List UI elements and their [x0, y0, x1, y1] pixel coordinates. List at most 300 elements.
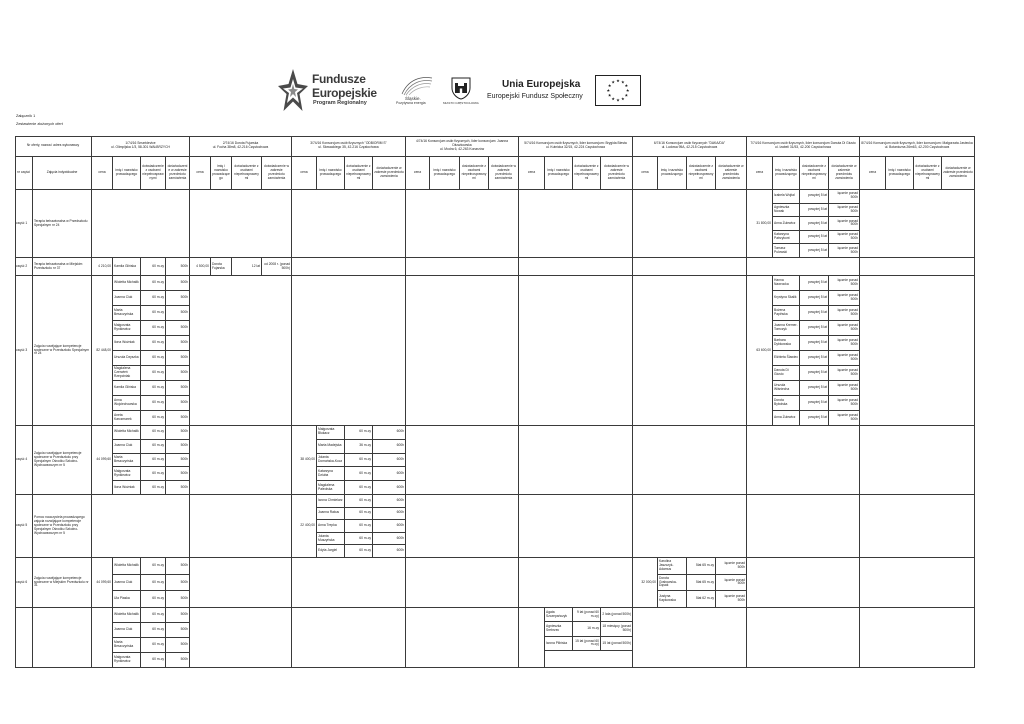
part-description: Pomoc nauczyciela prowadzącego zajęcia rozwijające kompetencje społeczne w Przedszkolu przy Specjalnym Ośrodku Szkolno-Wychowawczym nr 5 [34, 515, 85, 535]
column-header-cell [886, 157, 914, 190]
bid-price-cell [92, 426, 113, 495]
experience-subject-cell [166, 481, 190, 495]
experience-disabled-cell [141, 426, 166, 440]
instructor-name-cell [317, 426, 345, 440]
instructor-name: Małgorzata Rynkiewicz [114, 323, 131, 331]
empty-cell [747, 495, 860, 558]
instructor-name: Katarzyna Patrzykont [774, 232, 790, 241]
empty-cell [860, 495, 975, 558]
experience-disabled: 60 m-cy [359, 457, 371, 462]
instructor-name: Bożena Papińska [774, 308, 788, 316]
offer-number-header-cell [15, 136, 92, 157]
experience-disabled: 15 lat (ponad 60 m-cy) [575, 638, 599, 647]
experience-disabled-cell [800, 381, 829, 396]
instructor-name: Ula Piaska [114, 596, 130, 601]
offer-title: 7/74/16 Konsorcjum osób fizycznych, lider konsorcjum Danuta Di Giusto [750, 141, 856, 146]
instructor-name: Karolina Jaszczyk-Adamus [659, 558, 674, 571]
experience-subject-cell [829, 336, 860, 351]
experience-disabled-cell [800, 366, 829, 381]
eu-star-icon [616, 79, 619, 82]
instructor-name: Joanna Ciuk [114, 579, 133, 584]
instructor-name-cell [773, 366, 800, 381]
experience-disabled: 60 m-cy [152, 370, 164, 375]
instructor-name-cell [773, 204, 800, 218]
experience-disabled: 60 m-cy [152, 340, 164, 345]
experience-disabled: 36 m-cy [359, 443, 371, 448]
experience-disabled: 60 m-cy [152, 325, 164, 330]
instructor-name: Iwona Chmielarz [318, 497, 343, 502]
empty-cell [633, 426, 747, 495]
column-header: doświadczenie z osobami niepełnosprawnymi [461, 164, 487, 180]
experience-disabled-cell [800, 204, 829, 218]
experience-subject: 600h [396, 457, 404, 462]
eu-star-icon [608, 94, 611, 97]
empty-cell [860, 608, 975, 668]
empty-cell [292, 258, 406, 276]
experience-subject: 500h [180, 612, 188, 617]
instructor-name: Joanna Ciuk [114, 295, 133, 300]
instructor-name-cell [773, 291, 800, 306]
experience-disabled-cell [687, 575, 716, 592]
column-header-cell [658, 157, 687, 190]
instructor-name-cell [773, 276, 800, 291]
experience-subject: łącznie ponad 500h [837, 323, 858, 331]
offer-title-cell [860, 136, 975, 157]
instructor-name-cell [658, 575, 687, 592]
column-header-cell [800, 157, 829, 190]
experience-subject: łącznie ponad 500h [837, 398, 858, 406]
experience-subject: 500h [180, 340, 188, 345]
experience-disabled-cell [800, 291, 829, 306]
instructor-name-cell [317, 454, 345, 468]
experience-subject-cell [373, 440, 406, 454]
column-header: cena [868, 170, 877, 175]
empty-cell [860, 258, 975, 276]
experience-subject: łącznie ponad 500h [837, 278, 858, 286]
instructor-name: Magdalena Paleolska [318, 482, 335, 491]
instructor-name-cell [773, 321, 800, 336]
column-header-cell [92, 157, 113, 190]
experience-subject-cell [829, 306, 860, 321]
experience-subject: od 2008 r. (ponad 500h) [264, 261, 290, 270]
eu-logo-line2: Europejski Fundusz Społeczny [487, 93, 583, 100]
instructor-name: Dorota Bybolska [774, 398, 788, 406]
experience-subject-cell [373, 454, 406, 468]
instructor-name: Aneta Karczmarek [114, 413, 132, 421]
instructor-name: Dorota Grabowska-Dąsak [659, 575, 677, 588]
eu-flag-icon [596, 76, 640, 105]
instructor-name: Marta Beszczyńska [114, 308, 134, 316]
bid-price: 31 800,00 [756, 220, 771, 225]
experience-disabled-cell [141, 575, 166, 592]
fe-logo-line1: Fundusze [312, 72, 366, 86]
bid-price-cell [292, 426, 317, 495]
experience-subject-cell [166, 558, 190, 575]
column-header: cena [413, 170, 422, 175]
instructor-name-cell [773, 306, 800, 321]
empty-cell [190, 190, 292, 258]
instructor-name-cell [113, 467, 141, 481]
experience-subject: łącznie ponad 500h [837, 204, 858, 213]
empty-cell [860, 276, 975, 426]
part-number-cell [15, 426, 33, 495]
experience-subject-cell [166, 351, 190, 366]
experience-disabled: 60 m-cy [152, 415, 164, 420]
experience-disabled-cell [141, 591, 166, 608]
experience-subject: łącznie ponad 500h [837, 191, 858, 200]
empty-cell [190, 276, 292, 426]
instructor-name-cell [317, 533, 345, 546]
instructor-name: Agata Szczepańczyk [546, 609, 568, 618]
experience-disabled: 60 m-cy [152, 310, 164, 315]
offer-title-cell [190, 136, 292, 157]
experience-disabled-cell [800, 190, 829, 204]
experience-disabled-cell [345, 467, 373, 481]
experience-disabled-cell [573, 622, 601, 636]
experience-disabled: 60 m-cy [152, 484, 164, 489]
experience-subject: 15 lat (ponad 500h) [602, 640, 631, 645]
experience-disabled: 60 m-cy [152, 295, 164, 300]
experience-disabled: 60 m-cy [359, 523, 371, 527]
experience-subject: 500h [180, 657, 188, 662]
instructor-name: Edyta Jargiel [318, 548, 338, 553]
experience-disabled: 60 m-cy [152, 562, 164, 567]
part-number: część 5 [16, 523, 28, 528]
experience-subject: 500h [180, 470, 188, 475]
column-header: doświadczenie w zakresie przedmiotu zamówienia [264, 164, 289, 180]
offer-title-cell [406, 136, 519, 157]
experience-subject: 500h [180, 310, 188, 315]
part-number: część 4 [16, 457, 28, 462]
experience-subject: 600h [396, 470, 404, 475]
instructor-name-cell [317, 520, 345, 533]
instructor-name-cell [113, 291, 141, 306]
column-header: cena [98, 170, 106, 175]
experience-subject-cell [166, 608, 190, 623]
instructor-name: Ilona Woźniak [114, 484, 135, 489]
eu-star-icon [625, 94, 628, 97]
experience-subject-cell [829, 411, 860, 426]
experience-subject-cell [166, 411, 190, 426]
experience-disabled: 60 m-cy [359, 510, 371, 515]
experience-subject-cell [166, 575, 190, 592]
experience-disabled-cell [141, 608, 166, 623]
empty-cell [406, 495, 519, 558]
instructor-name-cell [113, 591, 141, 608]
experience-subject: 500h [180, 484, 188, 489]
instructor-name-cell [773, 411, 800, 426]
offer-title: 5/74/16 Konsorcjum osób fizycznych, lider konsorcjum: Brygida Biesta [524, 141, 627, 146]
experience-disabled: 60 m-cy [152, 627, 164, 632]
instructor-name-cell [113, 653, 141, 668]
offer-title: ul. Izabeli 31/53, 42-200 Częstochowa [775, 145, 831, 149]
column-header: doświadczenie z osobami niepełnosprawnymi [346, 164, 371, 180]
experience-subject-cell [829, 396, 860, 411]
bid-price: 22 400,00 [300, 523, 315, 528]
fe-logo-line2: Europejskie [312, 86, 377, 100]
part-number-cell [15, 190, 33, 258]
empty-cell [633, 276, 747, 426]
experience-subject: 2 lata (ponad 500h) [602, 611, 631, 616]
column-header: doświadczenie w zakresie przedmiotu zamówienia [167, 164, 188, 180]
eu-star-icon [607, 89, 610, 92]
experience-subject: 500h [180, 457, 188, 462]
instructor-name-cell [113, 411, 141, 426]
bid-price-cell [92, 276, 113, 426]
experience-disabled: 60 m-cy [152, 385, 164, 390]
experience-disabled-cell [141, 306, 166, 321]
column-header: doświadczenie w zakresie przedmiotu zamówienia [374, 166, 404, 178]
slaskie-logo-line2: Pozytywna energia [396, 101, 426, 105]
experience-disabled: 60 m-cy [152, 355, 164, 360]
offer-title: 6/74/16 Konsorcjum osób fizycznych "DAKA/DA" [653, 141, 726, 146]
instructor-name-cell [113, 366, 141, 381]
column-header: cena [300, 170, 308, 175]
experience-disabled-cell [687, 591, 716, 608]
experience-subject-cell [829, 321, 860, 336]
experience-subject-cell [601, 637, 633, 651]
column-header: imię i nazwisko prowadzącego [660, 168, 684, 176]
part-number: część 3 [16, 347, 28, 352]
experience-subject-cell [716, 591, 747, 608]
instructor-name: Jolanta Muszyńska [318, 533, 335, 542]
column-header: doświadczenie z osobami niepełnosprawnymi [801, 164, 827, 180]
experience-subject-cell [829, 351, 860, 366]
experience-disabled-cell [141, 336, 166, 351]
empty-cell [292, 608, 406, 668]
column-header-cell [914, 157, 942, 190]
column-header: doświadczenie z osobami niepełnosprawnymi [234, 164, 259, 180]
instructor-name: Małgorzata Błukacz [318, 427, 335, 436]
experience-subject: 500h [180, 325, 188, 330]
experience-disabled: 60 m-cy [152, 596, 164, 601]
experience-subject-cell [166, 306, 190, 321]
experience-disabled-cell [345, 481, 373, 495]
experience-disabled: powyżej 5 lat [807, 370, 827, 375]
experience-subject-cell [373, 545, 406, 558]
offer-title-cell [633, 136, 747, 157]
bid-price: 82 448,00 [96, 347, 111, 352]
empty-cell [519, 495, 633, 558]
column-header-cell [545, 157, 573, 190]
eu-star-icon [621, 80, 624, 83]
instructor-name-cell [113, 396, 141, 411]
part-description: Terapia behawioralna w Miejskim Przedszkolu nr 37 [34, 261, 83, 270]
bid-price-cell [519, 608, 545, 668]
experience-subject: łącznie ponad 500h [837, 413, 858, 421]
instructor-name: Ilona Woźniak [114, 340, 135, 345]
instructor-name-cell [113, 351, 141, 366]
instructor-name-cell [113, 306, 141, 321]
experience-disabled-cell [573, 608, 601, 622]
part-description-cell [33, 258, 92, 276]
empty-cell [190, 558, 292, 608]
experience-disabled-cell [141, 381, 166, 396]
instructor-name: Krystyna Skalik [774, 295, 797, 300]
experience-subject-cell [373, 426, 406, 440]
eu-star-icon [621, 97, 624, 100]
experience-subject: 500h [180, 642, 188, 647]
empty-cell [747, 426, 860, 495]
column-header-cell [633, 157, 658, 190]
instructor-name: Kamila Glińska [114, 263, 136, 268]
experience-subject-cell [373, 533, 406, 546]
empty-cell [633, 190, 747, 258]
column-header: imię i nazwisko prowadzącego [319, 168, 342, 176]
empty-cell [292, 190, 406, 258]
experience-disabled: 60 m-cy [152, 470, 164, 475]
experience-subject: 500h [180, 579, 188, 584]
instructor-name: Urszula Wiśniecha [774, 383, 790, 391]
empty-cell [633, 258, 747, 276]
part-number: część 2 [16, 263, 28, 268]
column-header-cell [190, 157, 211, 190]
offer-title-cell [519, 136, 633, 157]
offer-title: ul. Olimpijska 1/3, 58-301 WAŁBRZYCH [111, 145, 170, 149]
instructor-name: Magdalena Czerwień Rzepciniak [114, 366, 131, 378]
part-number-header: nr części [16, 170, 30, 175]
experience-subject: 600h [396, 535, 404, 540]
experience-subject-cell [166, 426, 190, 440]
instructor-name-cell [113, 258, 141, 276]
eu-star-icon [612, 80, 615, 83]
experience-subject: łącznie ponad 500h [837, 232, 858, 241]
bid-price-cell [92, 258, 113, 276]
instructor-name-cell [113, 321, 141, 336]
instructor-name-cell [113, 426, 141, 440]
experience-disabled: 60 m-cy [152, 642, 164, 647]
experience-subject-cell [601, 622, 633, 636]
part-description-cell [33, 608, 92, 668]
experience-subject: 500h [180, 385, 188, 390]
experience-disabled-cell [800, 411, 829, 426]
offer-title: ul. Focha 38m8, 42-216 Częstochowa [212, 145, 269, 149]
experience-subject-cell [166, 623, 190, 638]
empty-cell [92, 190, 190, 258]
offer-title: ul. Botaniczna 26m63, 42-200 Częstochowa [884, 145, 950, 149]
eu-star-icon [616, 99, 619, 102]
experience-disabled-cell [141, 653, 166, 668]
column-header: doświadczenie w zakresie przedmiotu zamówienia [718, 164, 744, 180]
part-description-cell [33, 495, 92, 558]
experience-subject-cell [166, 638, 190, 653]
part-description: Zajęcia rozwijające kompetencje społeczne w Przedszkolu przy Specjalnym Ośrodku Szkolno-Wychowawczym nr 5 [34, 451, 82, 467]
experience-disabled: powyżej 5 lat [807, 234, 827, 239]
empty-cell [190, 426, 292, 495]
experience-disabled: 5lat 65 m-cy [696, 579, 714, 584]
bid-price: 4 210,00 [98, 263, 111, 268]
experience-disabled-cell [800, 396, 829, 411]
part-number-header-cell [15, 157, 33, 190]
bid-price: 44 099,60 [96, 579, 111, 584]
empty-cell [519, 558, 633, 608]
experience-subject-cell [166, 276, 190, 291]
instructor-name-cell [773, 336, 800, 351]
slaskie-logo-icon [400, 74, 434, 96]
instructor-name-cell [773, 231, 800, 245]
experience-disabled-cell [345, 440, 373, 454]
offer-title: 8/74/16 Konsorcjum osób fizycznych, lider konsorcjum: Małgorzata Jastecka [861, 141, 973, 146]
part-description-cell [33, 276, 92, 426]
column-header-cell [373, 157, 406, 190]
part-number-cell [15, 495, 33, 558]
instructor-name-cell [113, 336, 141, 351]
instructor-name-cell [773, 351, 800, 366]
document-title: Zestawienie złożonych ofert [16, 122, 63, 126]
part-description: Zajęcia rozwijające kompetencje społeczne w Miejskim Przedszkolu nr 31 [34, 575, 89, 588]
empty-cell [860, 190, 975, 258]
bid-price: 38 400,00 [300, 457, 315, 462]
empty-cell [292, 276, 406, 426]
experience-disabled: powyżej 5 lat [807, 280, 827, 285]
column-header-cell [113, 157, 141, 190]
instructor-name-cell [545, 622, 573, 636]
column-header: doświadczenie w zakresie przedmiotu zamówienia [831, 164, 857, 180]
part-number: część 1 [16, 220, 28, 225]
column-header-cell [345, 157, 373, 190]
bid-price: 63 600,00 [756, 347, 771, 352]
experience-disabled-cell [141, 321, 166, 336]
instructor-name-cell [113, 276, 141, 291]
experience-subject-cell [166, 440, 190, 454]
part-number-cell [15, 608, 33, 668]
experience-subject-cell [829, 217, 860, 231]
experience-disabled: 60 m-cy [152, 263, 164, 268]
experience-disabled-cell [141, 638, 166, 653]
experience-disabled: 60 m-cy [152, 657, 164, 662]
instructor-name: Anna Trepka [318, 523, 337, 527]
column-header: doświadczenie z osobami niepełnosprawnymi [915, 164, 940, 180]
experience-disabled-cell [800, 351, 829, 366]
experience-subject-cell [829, 190, 860, 204]
column-header: doświadczenie z osobami niepełnosprawnymi [574, 164, 599, 180]
instructor-name: Dorota Fujarska [212, 261, 225, 270]
experience-subject: łącznie ponad 500h [837, 218, 858, 227]
empty-cell [545, 651, 633, 668]
experience-disabled-cell [800, 336, 829, 351]
column-header-cell [430, 157, 460, 190]
experience-subject: 500h [180, 263, 188, 268]
column-header-cell [519, 157, 545, 190]
instructor-name-cell [113, 623, 141, 638]
column-header-cell [716, 157, 747, 190]
instructor-name-cell [658, 591, 687, 608]
offer-title-cell [92, 136, 190, 157]
experience-subject: łącznie ponad 500h [837, 245, 858, 254]
part-number-cell [15, 258, 33, 276]
experience-disabled-cell [232, 258, 262, 276]
empty-cell [519, 276, 633, 426]
experience-disabled: powyżej 5 lat [807, 415, 827, 420]
column-header-cell [860, 157, 886, 190]
instructor-name-cell [773, 396, 800, 411]
instructor-name: Marta Beszczyńska [114, 640, 134, 648]
experience-subject: 600h [396, 523, 404, 527]
instructor-name: Kamila Glińska [114, 385, 136, 390]
experience-disabled-cell [800, 217, 829, 231]
experience-disabled: 60 m-cy [152, 579, 164, 584]
instructor-name: Tomasz Pulowski [774, 245, 788, 254]
experience-subject-cell [716, 575, 747, 592]
experience-disabled-cell [141, 351, 166, 366]
experience-disabled: 60 m-cy [152, 429, 164, 434]
experience-disabled: powyżej 5 lat [807, 340, 827, 345]
instructor-name-cell [211, 258, 232, 276]
bid-price-cell [747, 276, 773, 426]
part-description: Terapia behawioralna w Przedszkolu Specjalnym nr 24 [34, 218, 88, 227]
bid-price-cell [633, 558, 658, 608]
fe-logo-line3: Program Regionalny [313, 100, 367, 106]
